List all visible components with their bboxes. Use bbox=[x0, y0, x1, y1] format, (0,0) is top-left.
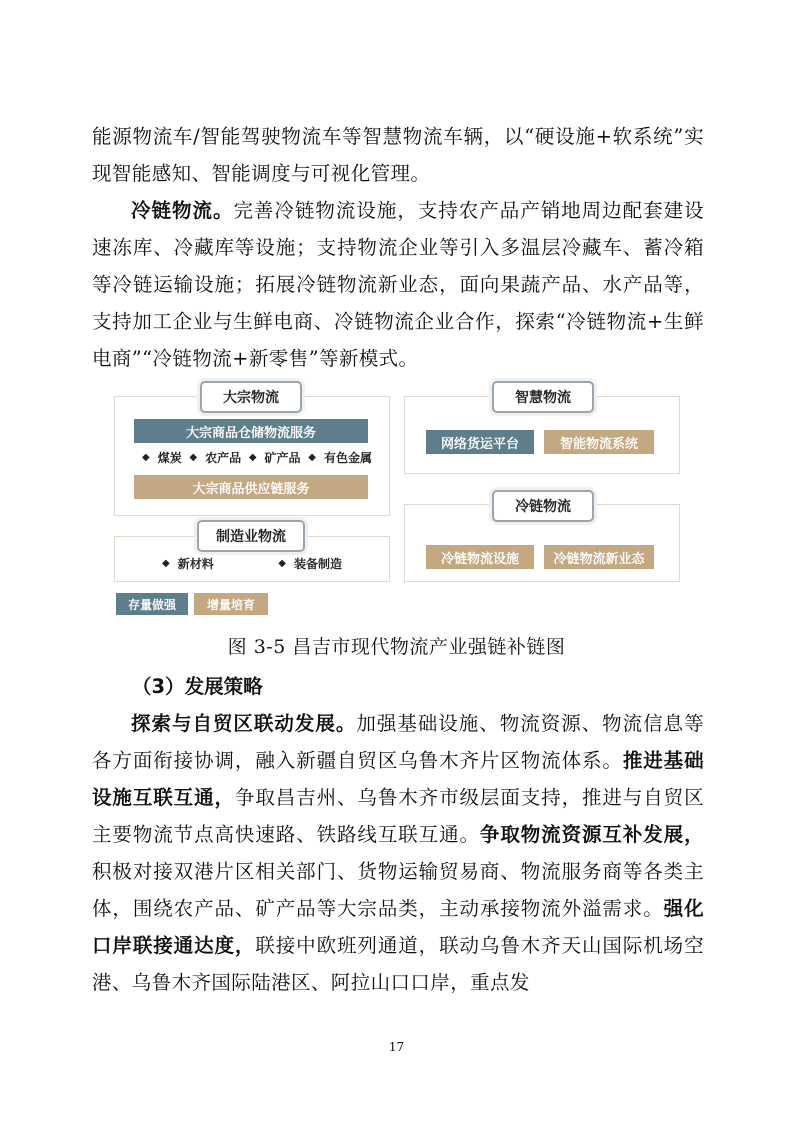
cold-chain-heading: 冷链物流。 bbox=[131, 199, 234, 222]
strategy-bold-3: 争取物流资源互补发展， bbox=[479, 823, 704, 846]
bulk-warehousing-bar: 大宗商品仓储物流服务 bbox=[134, 419, 368, 443]
legend-incremental-cultivate: 增量培育 bbox=[194, 593, 268, 615]
cold-chain-text: 完善冷链物流设施，支持农产品产销地周边配套建设速冻库、冷藏库等设施；支持物流企业等引入多温层冷藏车、蓄冷箱等冷链运输设施；拓展冷链物流新业态，面向果蔬产品、水产品等，支持加工企业与生鲜电商、冷链物流企业合作，探索“冷链物流+生鲜电商”“冷链物流+新零售”等新模式。 bbox=[92, 199, 704, 370]
diamond-icon: ◆ bbox=[162, 558, 170, 569]
bulk-supply-chain-bar: 大宗商品供应链服务 bbox=[134, 475, 368, 499]
bulk-item: ◆ 有色金属 bbox=[308, 451, 372, 465]
smart-logistics-system-bar: 智能物流系统 bbox=[544, 430, 654, 454]
manufacturing-item: ◆ 装备制造 bbox=[278, 557, 342, 571]
paragraph-cold-chain bbox=[92, 192, 704, 377]
strategy-bold-4: 强化口岸联接通达度， bbox=[92, 897, 704, 957]
diamond-icon: ◆ bbox=[278, 558, 286, 569]
figure-caption: 图 3-5 昌吉市现代物流产业强链补链图 bbox=[227, 636, 566, 658]
bulk-items-list bbox=[142, 449, 372, 466]
bulk-item: ◆ 煤炭 bbox=[142, 451, 182, 465]
diamond-icon: ◆ bbox=[248, 452, 257, 463]
network-freight-platform-bar: 网络货运平台 bbox=[426, 430, 534, 454]
paragraph-smart-vehicles: 能源物流车/智能驾驶物流车等智慧物流车辆，以“硬设施+软系统”实现智能感知、智能调度与可视化管理。 bbox=[92, 125, 704, 185]
page-number: 17 bbox=[388, 1040, 405, 1054]
smart-logistics-title: 智慧物流 bbox=[492, 381, 594, 413]
strategy-bold-2: 推进基础设施互联互通， bbox=[92, 749, 704, 809]
strategy-text-3: 积极对接双港片区相关部门、货物运输贸易商、物流服务商等各类主体，围绕农产品、矿产品等大宗品类，主动承接物流外溢需求。 bbox=[92, 860, 704, 920]
manufacturing-item: ◆ 新材料 bbox=[162, 557, 214, 571]
section-heading: （3）发展策略 bbox=[132, 675, 263, 698]
bulk-logistics-title: 大宗物流 bbox=[200, 381, 302, 413]
strategy-text-2: 争取昌吉州、乌鲁木齐市级层面支持，推进与自贸区主要物流节点高快速路、铁路线互联互通。 bbox=[92, 786, 704, 846]
cold-chain-facilities-bar: 冷链物流设施 bbox=[426, 545, 534, 569]
legend-existing-strengthen: 存量做强 bbox=[116, 593, 188, 615]
diamond-icon: ◆ bbox=[189, 452, 198, 463]
strategy-text-1: 加强基础设施、物流资源、物流信息等各方面衔接协调，融入新疆自贸区乌鲁木齐片区物流体系。 bbox=[92, 712, 704, 772]
diamond-icon: ◆ bbox=[308, 452, 316, 463]
manufacturing-logistics-title: 制造业物流 bbox=[197, 520, 305, 552]
bulk-item: ◆ 矿产品 bbox=[248, 451, 301, 465]
strategy-text-4: 联接中欧班列通道，联动乌鲁木齐天山国际机场空港、乌鲁木齐国际陆港区、阿拉山口口岸，重点发 bbox=[92, 934, 704, 994]
cold-chain-new-format-bar: 冷链物流新业态 bbox=[544, 545, 654, 569]
paragraph-strategy bbox=[92, 705, 704, 1001]
bulk-item: ◆ 农产品 bbox=[189, 451, 242, 465]
cold-chain-logistics-title: 冷链物流 bbox=[492, 490, 594, 522]
manufacturing-items-list bbox=[162, 555, 342, 572]
strategy-bold-1: 探索与自贸区联动发展。 bbox=[131, 712, 357, 735]
diamond-icon: ◆ bbox=[142, 452, 150, 463]
